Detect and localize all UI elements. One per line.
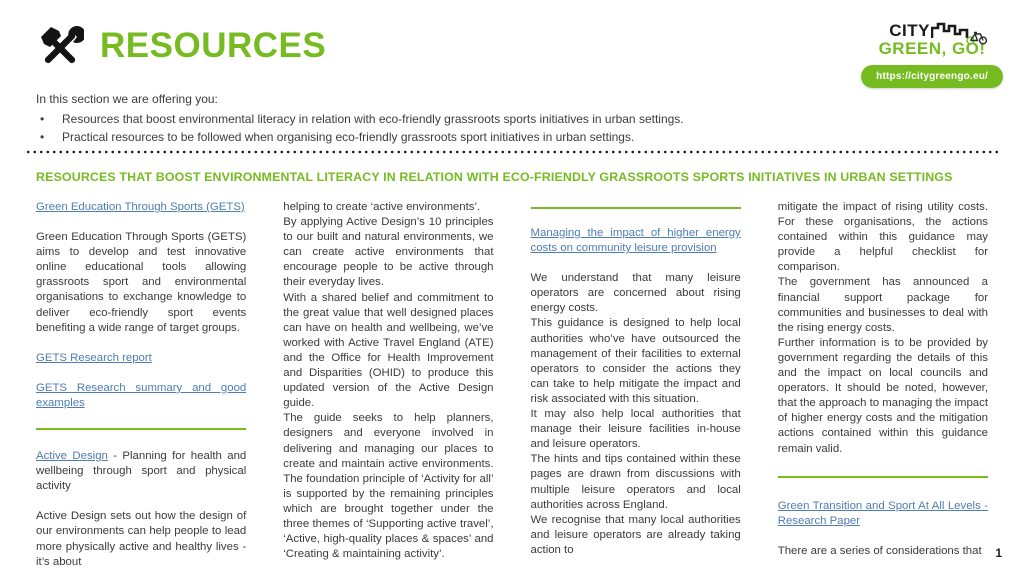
paragraph: We understand that many leisure operators are concerned about rising energy costs. [530,272,741,315]
paragraph: This guidance is designed to help local authorities who’ve have outsourced the management of their facilities to external operators to consider the actions they can take to help mitigate the impact and risk associated with this situation. [530,317,741,405]
green-divider [36,428,246,430]
link-gets-research-summary[interactable]: GETS Research summary and good examples [36,381,247,409]
page-number: 1 [995,546,1002,560]
link-gets-research-report[interactable]: GETS Research report [36,351,152,364]
logo-green-go-line [879,39,986,58]
paragraph: The guide seeks to help planners, designers and everyone involved in delivering and managing our places to create and maintain active environments. The foundation principle of ‘Activity for all’ is supported by the remaining principles which are brought together under the three themes of ‘Supporting active travel’, ‘Active, high-quality places & spaces’ and ‘Creating & maintaining activity’. [283,412,494,561]
paragraph-active-design-intro [36,449,246,494]
logo-city-line [889,22,975,39]
green-divider [778,476,988,478]
link-gets[interactable]: Green Education Through Sports (GETS) [36,201,245,213]
content-columns [36,200,988,570]
paragraph: The government has announced a financial support package for communities and businesses to deal with the rising energy costs. [777,276,988,334]
tools-icon [36,22,84,70]
paragraph-active-design-body: Active Design sets out how the design of our environments can help people to lead more physically active and healthy lives - it’s about [36,510,247,568]
paragraph: The hints and tips contained within these pages are drawn from discussions with multiple leisure operators and local authorities across England. [530,453,741,511]
intro-bullet-2 [36,130,988,144]
green-divider [531,207,741,209]
column-3 [531,200,741,570]
bicycle-icon [966,30,988,45]
paragraph: With a shared belief and commitment to the great value that well designed places can have on health and wellbeing, we’ve worked with Active Travel England (ATE) and the Office for Health Improvement and Disparities (OHID) to produce this updated version of the Active Design guide. [283,291,494,410]
column-2 [283,200,493,570]
page-title: RESOURCES [100,26,327,65]
column-4 [778,200,988,570]
paragraph: Further information is to be provided by government regarding the details of this and the impact on local councils and operators. It should be noted, however, that the approach to managing the impact of higher energy costs and the mitigation actions contained within this guidance remain valid. [777,336,988,455]
link-green-transition-paper[interactable]: Green Transition and Sport At All Levels - Research Paper [777,499,988,527]
city-green-go-logo [861,22,1003,88]
website-url-button[interactable]: https://citygreengo.eu/ [861,65,1003,88]
page-header [36,22,1003,88]
intro-section [36,92,988,148]
intro-lead: In this section we are offering you: [36,92,218,106]
intro-bullet-1-text: Resources that boost environmental literacy in relation with eco-friendly grassroots sports initiatives in urban settings. [62,112,684,126]
paragraph: mitigate the impact of rising utility costs. For these organisations, the actions contained within this guidance may provide a helpful checklist for comparison. [777,201,988,274]
logo-green-go-text: GREEN, GO! [878,39,986,58]
paragraph: It may also help local authorities that manage their leisure facilities in-house and leisure operators. [530,408,741,451]
active-design-intro-text: - Planning for health and wellbeing through sport and physical activity [36,450,247,493]
paragraph: By applying Active Design’s 10 principles to our built and natural environments, we can create active environments that encourage people to be active through their everyday lives. [283,216,494,289]
paragraph: We recognise that many local authorities and leisure operators are already taking action to [530,513,741,556]
column-1 [36,200,246,570]
bullet-dot: • [40,112,45,126]
logo-city-text: CITY [889,21,930,40]
paragraph: There are a series of considerations that [777,544,982,557]
bullet-dot: • [40,130,45,144]
intro-bullet-1 [36,112,988,126]
intro-bullet-2-text: Practical resources to be followed when organising eco-friendly grassroots sport initiatives in urban settings. [62,130,635,144]
paragraph: helping to create ‘active environments’. [283,201,481,213]
link-active-design[interactable]: Active Design [36,450,108,463]
section-heading: RESOURCES THAT BOOST ENVIRONMENTAL LITERACY IN RELATION WITH ECO-FRIENDLY GRASSROOTS SPORTS INITIATIVES IN URBAN SETTINGS [36,170,953,184]
dotted-separator [25,150,1002,154]
paragraph-gets-description: Green Education Through Sports (GETS) aims to develop and test innovative online educational tools allowing grassroots sport and environmental organisations to exchange knowledge to deliver eco-friendly sport events benefiting a wide range of target groups. [36,231,247,334]
title-row [36,22,326,70]
link-energy-costs-guidance[interactable]: Managing the impact of higher energy costs on community leisure provision [530,227,741,255]
